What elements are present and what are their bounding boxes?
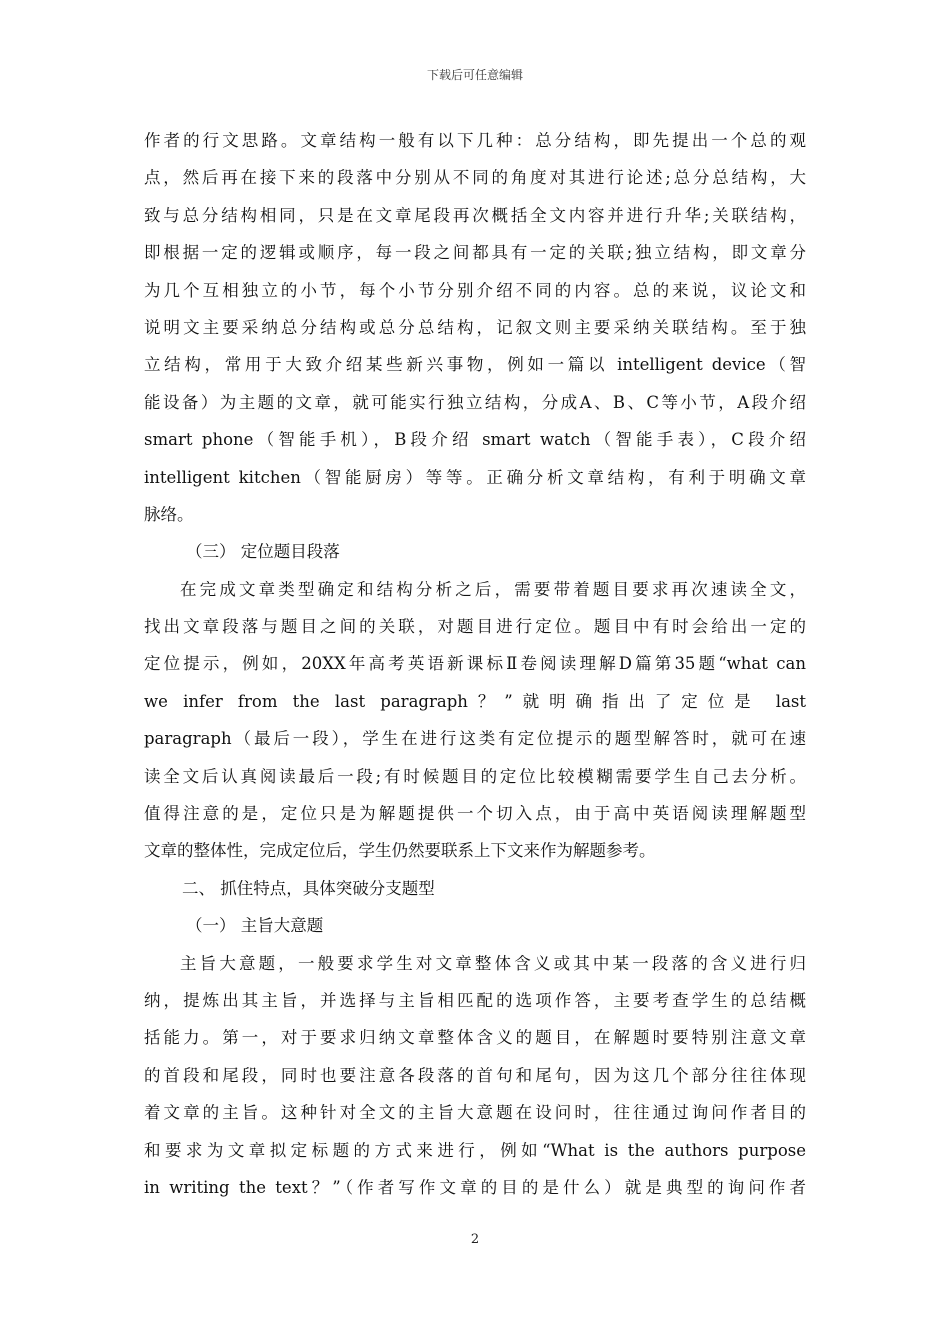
- body-line: 在完成文章类型确定和结构分析之后，需要带着题目要求再次速读全文，: [180, 579, 806, 599]
- body-line: in writing the text？”（作者写作文章的目的是什么）就是典型的询问作者: [144, 1177, 806, 1197]
- body-line: 立结构，常用于大致介绍某些新兴事物，例如一篇以 intelligent device（智: [144, 355, 806, 375]
- body-line: 纳，提炼出其主旨，并选择与主旨相匹配的选项作答，主要考查学生的总结概: [144, 990, 806, 1010]
- body-line-last: 脉络。: [144, 504, 194, 524]
- document-body: [144, 122, 806, 1206]
- body-line: 能设备）为主题的文章，就可能实行独立结构，分成A、B、C等小节，A段介绍: [144, 392, 806, 412]
- page-header: 下载后可任意编辑: [426, 68, 523, 82]
- body-line: 主旨大意题，一般要求学生对文章整体含义或其中某一段落的含义进行归: [180, 953, 806, 973]
- body-line: 着文章的主旨。这种针对全文的主旨大意题在设问时，往往通过询问作者目的: [144, 1103, 806, 1123]
- page-number: 2: [470, 1232, 480, 1247]
- body-line: 作者的行文思路。文章结构一般有以下几种：总分结构，即先提出一个总的观: [144, 131, 806, 150]
- subheading-locate-paragraph: （三） 定位题目段落: [186, 542, 340, 562]
- section-heading-2: 二、 抓住特点，具体突破分支题型: [182, 878, 435, 898]
- body-line: 定位提示，例如，20XX年高考英语新课标Ⅱ卷阅读理解D篇第35题“what can: [144, 654, 806, 674]
- body-line: smart phone（智能手机），B段介绍 smart watch（智能手表），C段介绍: [144, 430, 806, 450]
- body-line: 的首段和尾段，同时也要注意各段落的首句和尾句，因为这几个部分往往体现: [144, 1065, 806, 1085]
- body-line: 读全文后认真阅读最后一段;有时候题目的定位比较模糊需要学生自己去分析。: [144, 766, 806, 786]
- subheading-main-idea: （一） 主旨大意题: [186, 916, 324, 936]
- body-line: 值得注意的是，定位只是为解题提供一个切入点，由于高中英语阅读理解题型: [144, 804, 806, 824]
- body-line: 致与总分结构相同，只是在文章尾段再次概括全文内容并进行升华;关联结构，: [144, 205, 806, 225]
- body-line: 即根据一定的逻辑或顺序，每一段之间都具有一定的关联;独立结构，即文章分: [144, 243, 806, 263]
- body-line: we infer from the last paragraph？”就明确指出了定位是 last: [144, 691, 806, 711]
- body-line: paragraph（最后一段），学生在进行这类有定位提示的题型解答时，就可在速: [144, 729, 806, 749]
- body-line: intelligent kitchen（智能厨房）等等。正确分析文章结构，有利于明确文章: [144, 467, 806, 487]
- body-line: 找出文章段落与题目之间的关联，对题目进行定位。题目中有时会给出一定的: [144, 617, 806, 637]
- body-line: 括能力。第一，对于要求归纳文章整体含义的题目，在解题时要特别注意文章: [144, 1028, 806, 1048]
- body-line: 说明文主要采纳总分结构或总分总结构，记叙文则主要采纳关联结构。至于独: [144, 317, 806, 337]
- body-line: 点，然后再在接下来的段落中分别从不同的角度对其进行论述;总分总结构，大: [144, 168, 806, 188]
- body-line: 和要求为文章拟定标题的方式来进行，例如“What is the authors purpose: [144, 1140, 806, 1160]
- body-line: 为几个互相独立的小节，每个小节分别介绍不同的内容。总的来说，议论文和: [144, 280, 806, 300]
- body-line-last: 文章的整体性，完成定位后，学生仍然要联系上下文来作为解题参考。: [144, 841, 656, 861]
